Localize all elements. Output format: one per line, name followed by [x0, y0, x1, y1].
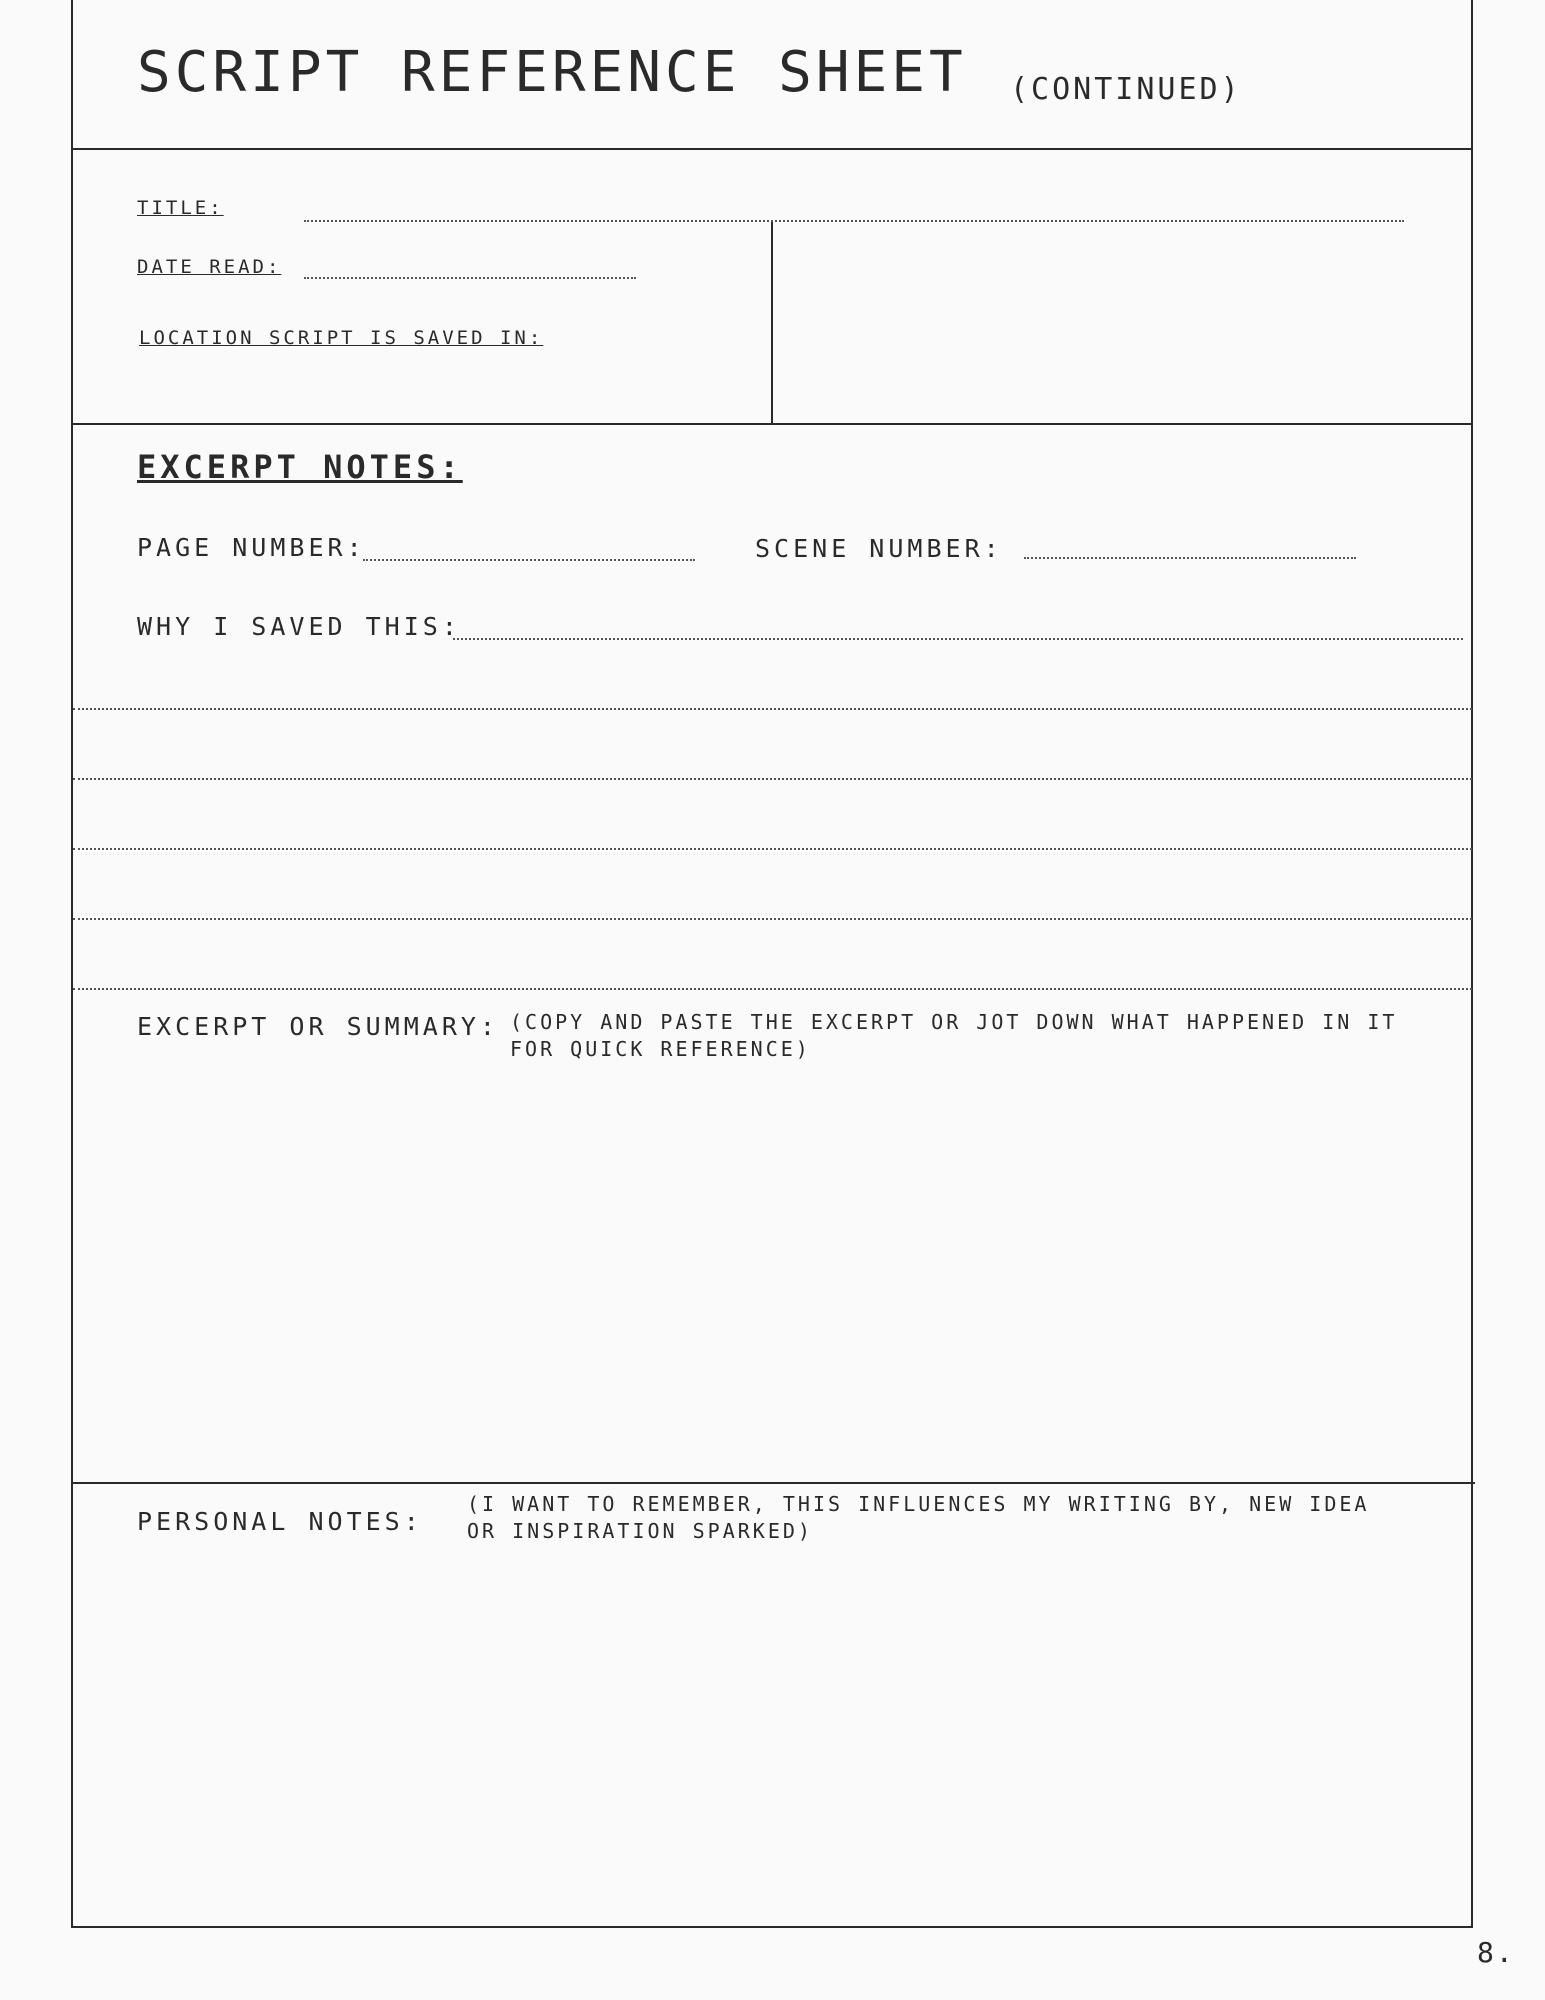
- excerpt-notes-heading: EXCERPT NOTES:: [137, 448, 463, 486]
- date-read-field[interactable]: [304, 277, 636, 279]
- page-title: SCRIPT REFERENCE SHEET: [137, 40, 967, 105]
- info-section-divider: [71, 423, 1473, 425]
- page-subtitle: (CONTINUED): [1010, 72, 1242, 107]
- excerpt-summary-hint-line2: FOR QUICK REFERENCE): [510, 1037, 811, 1061]
- excerpt-summary-label: EXCERPT OR SUMMARY:: [137, 1012, 499, 1041]
- header-divider: [71, 148, 1473, 150]
- title-field[interactable]: [304, 220, 1404, 222]
- page-number-field[interactable]: [363, 559, 695, 561]
- personal-notes-hint-line2: OR INSPIRATION SPARKED): [467, 1519, 813, 1543]
- date-read-label: DATE READ:: [137, 256, 282, 278]
- scene-number-label: SCENE NUMBER:: [755, 534, 1003, 563]
- why-saved-field[interactable]: [453, 638, 1463, 640]
- title-label: TITLE:: [137, 197, 224, 219]
- scene-number-field[interactable]: [1024, 557, 1356, 559]
- notes-line-5[interactable]: [73, 988, 1472, 990]
- info-vertical-divider: [771, 222, 773, 424]
- personal-notes-hint-line1: (I WANT TO REMEMBER, THIS INFLUENCES MY WRITING BY, NEW IDEA: [467, 1492, 1370, 1516]
- why-saved-label: WHY I SAVED THIS:: [137, 612, 461, 641]
- location-label: LOCATION SCRIPT IS SAVED IN:: [139, 327, 544, 349]
- notes-line-1[interactable]: [73, 708, 1472, 710]
- page-number-label: PAGE NUMBER:: [137, 533, 366, 562]
- notes-line-2[interactable]: [73, 778, 1472, 780]
- personal-notes-hint: [467, 1491, 1369, 1545]
- excerpt-summary-hint: [510, 1009, 1397, 1063]
- summary-section-divider: [71, 1482, 1475, 1484]
- personal-notes-area[interactable]: [73, 1560, 1472, 1920]
- personal-notes-label: PERSONAL NOTES:: [137, 1507, 423, 1536]
- notes-line-3[interactable]: [73, 848, 1472, 850]
- excerpt-summary-area[interactable]: [73, 1070, 1472, 1480]
- notes-line-4[interactable]: [73, 918, 1472, 920]
- excerpt-summary-hint-line1: (COPY AND PASTE THE EXCERPT OR JOT DOWN WHAT HAPPENED IN IT: [510, 1010, 1398, 1034]
- page-number: 8.: [1477, 1936, 1515, 1969]
